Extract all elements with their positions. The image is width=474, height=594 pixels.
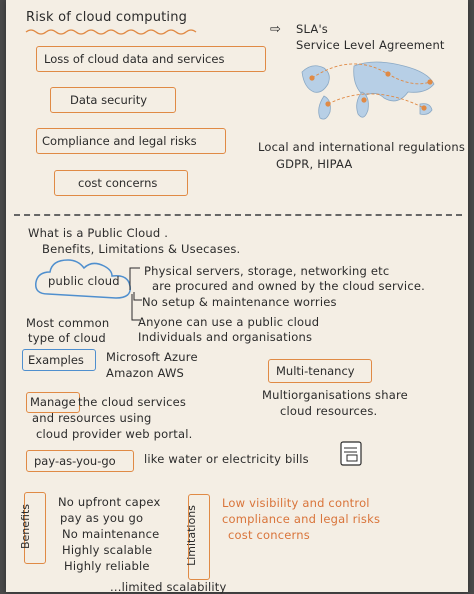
payg-text: like water or electricity bills (144, 452, 309, 466)
examples-label: Examples (28, 353, 84, 367)
risk-compliance-label: Compliance and legal risks (42, 134, 197, 148)
bottom-partial-text: ...limited scalability (110, 580, 227, 594)
page-title: Risk of cloud computing (26, 10, 188, 25)
point-anyone-use: Anyone can use a public cloud (138, 315, 320, 329)
multitenancy-line-2: cloud resources. (280, 404, 378, 418)
public-cloud-label: public cloud (48, 274, 120, 288)
world-map-icon (292, 52, 452, 128)
payg-label: pay-as-you-go (34, 454, 116, 468)
arrow-icon: ⇨ (270, 22, 282, 37)
benefit-pay-as-you-go: pay as you go (60, 511, 144, 525)
limitation-compliance: compliance and legal risks (222, 512, 381, 526)
benefit-no-capex: No upfront capex (58, 495, 161, 509)
risk-security-label: Data security (70, 93, 148, 107)
limitation-visibility: Low visibility and control (222, 496, 370, 510)
manage-line-2: and resources using (32, 411, 152, 425)
point-individuals: Individuals and organisations (138, 330, 313, 344)
point-no-setup: No setup & maintenance worries (142, 295, 337, 309)
title-underline (26, 28, 196, 36)
public-cloud-subheading: Benefits, Limitations & Usecases. (42, 242, 241, 256)
regulations-line-1: Local and international regulations (258, 140, 466, 154)
multitenancy-line-1: Multiorganisations share (262, 388, 408, 402)
point-physical-servers: Physical servers, storage, networking etc (144, 264, 390, 278)
manage-line-3: cloud provider web portal. (36, 427, 193, 441)
risk-loss-label: Loss of cloud data and services (44, 52, 225, 66)
example-aws: Amazon AWS (106, 366, 185, 380)
benefit-reliable: Highly reliable (64, 559, 150, 573)
most-common-line-2: type of cloud (28, 331, 106, 345)
risk-cost-label: cost concerns (78, 176, 158, 190)
point-procured-owned: are procured and owned by the cloud service. (152, 279, 425, 293)
benefits-label: Benefits (19, 503, 33, 550)
section-divider (14, 214, 462, 216)
example-azure: Microsoft Azure (106, 350, 198, 364)
limitations-label: Limitations (184, 505, 198, 566)
regulations-line-2: GDPR, HIPAA (276, 157, 353, 171)
bill-icon (340, 441, 364, 467)
sla-title: SLA's (296, 22, 328, 36)
benefit-no-maintenance: No maintenance (62, 527, 160, 541)
manage-line-1: the cloud services (78, 395, 187, 409)
limitation-cost: cost concerns (228, 528, 310, 542)
multitenancy-label: Multi-tenancy (276, 364, 355, 378)
notebook-page (6, 0, 468, 592)
public-cloud-heading: What is a Public Cloud . (28, 226, 169, 240)
manage-label: Manage (30, 395, 76, 409)
sla-subtitle: Service Level Agreement (296, 38, 445, 52)
benefit-scalable: Highly scalable (62, 543, 153, 557)
most-common-line-1: Most common (26, 316, 110, 330)
